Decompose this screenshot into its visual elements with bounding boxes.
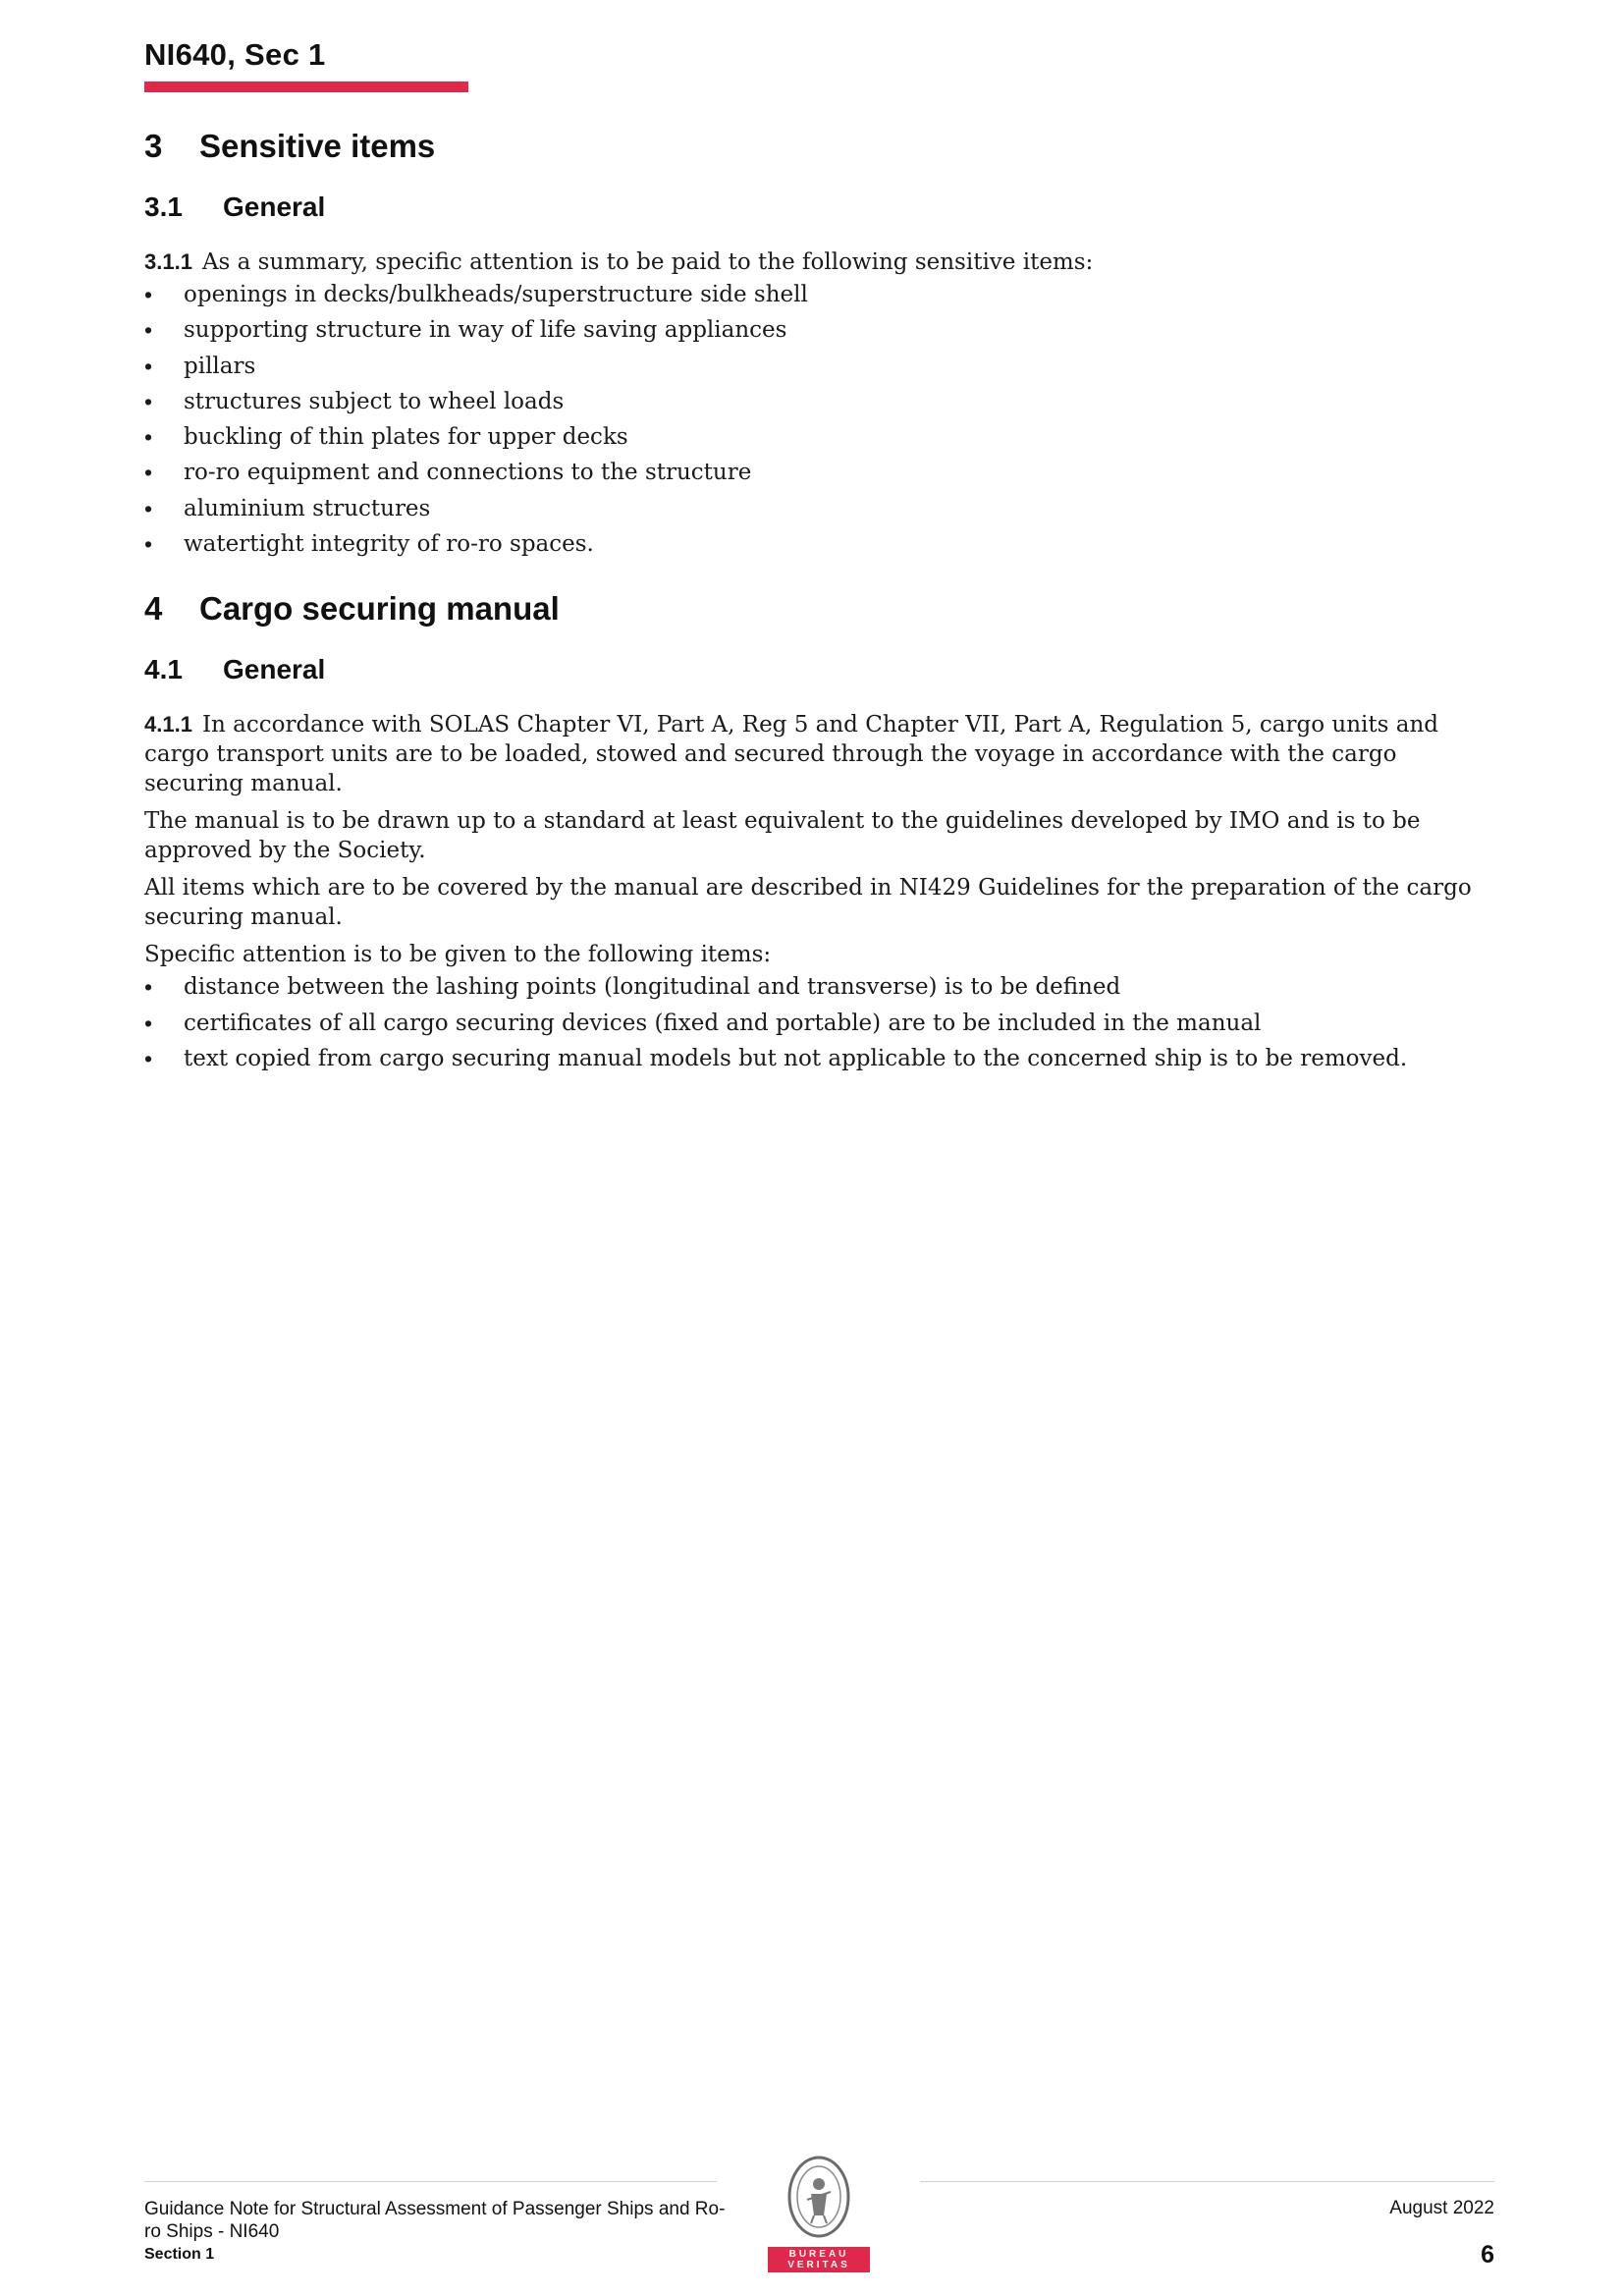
bullet-icon: • — [144, 1045, 153, 1071]
list-item: • buckling of thin plates for upper decks — [144, 419, 1494, 455]
bullet-icon: • — [144, 974, 153, 1001]
footer-document-info — [144, 2198, 733, 2266]
paragraph-3-1-1-number: 3.1.1 — [144, 249, 192, 274]
section-4-number: 4 — [144, 590, 163, 628]
list-item: • ro-ro equipment and connections to the structure — [144, 455, 1494, 490]
header-accent-rule — [144, 82, 468, 92]
subsection-4-1-heading — [144, 654, 1494, 685]
bullet-icon: • — [144, 460, 153, 486]
page-content — [144, 128, 1494, 1076]
footer-doc-title: Guidance Note for Structural Assessment of Passenger Ships and Ro-ro Ships - NI640 — [144, 2199, 726, 2242]
page-number: 6 — [1481, 2241, 1494, 2269]
footer-rule-left — [144, 2181, 717, 2182]
bullet-icon: • — [144, 424, 153, 451]
section-3-heading — [144, 128, 1494, 165]
sensitive-items-list — [144, 277, 1494, 562]
paragraph-3-1-1 — [144, 247, 1494, 277]
paragraph-specific-attention: Specific attention is to be given to the following items: — [144, 942, 772, 968]
footer-date: August 2022 — [1389, 2198, 1494, 2218]
paragraph-manual-standard: The manual is to be drawn up to a standard at least equivalent to the guidelines developed by IMO and is to be approved by the Society. — [144, 808, 1421, 864]
list-item: • watertight integrity of ro-ro spaces. — [144, 526, 1494, 562]
bureau-veritas-logo — [768, 2151, 870, 2278]
subsection-3-1-title: General — [223, 191, 326, 222]
bureau-veritas-seal-icon — [768, 2151, 870, 2245]
list-item: • pillars — [144, 349, 1494, 384]
list-item: • supporting structure in way of life saving appliances — [144, 312, 1494, 348]
footer-section: Section 1 — [144, 2246, 215, 2263]
logo-word-top: BUREAU — [788, 2249, 849, 2260]
bullet-icon: • — [144, 353, 153, 379]
list-item: • aluminium structures — [144, 491, 1494, 526]
subsection-4-1-number: 4.1 — [144, 654, 183, 685]
paragraph-4-1-1 — [144, 710, 1494, 798]
bullet-icon: • — [144, 1010, 153, 1036]
section-3-number: 3 — [144, 128, 163, 164]
bullet-icon: • — [144, 495, 153, 521]
section-4-heading — [144, 590, 1494, 628]
subsection-4-1-title: General — [223, 654, 326, 685]
paragraph-manual-items: All items which are to be covered by the manual are described in NI429 Guidelines for the preparation of the cargo securing manual. — [144, 875, 1472, 931]
section-3-title: Sensitive items — [199, 128, 436, 164]
list-item: • certificates of all cargo securing devices (fixed and portable) are to be included in the manual — [144, 1006, 1494, 1041]
paragraph-4-1-1-number: 4.1.1 — [144, 712, 192, 738]
footer-rule-right — [920, 2181, 1494, 2182]
paragraph-3-1-1-text: As a summary, specific attention is to be paid to the following sensitive items: — [201, 249, 1094, 275]
list-item: • text copied from cargo securing manual models but not applicable to the concerned ship is to be removed. — [144, 1041, 1494, 1076]
logo-wordmark — [768, 2247, 870, 2272]
bullet-icon: • — [144, 388, 153, 414]
list-item: • distance between the lashing points (longitudinal and transverse) is to be defined — [144, 969, 1494, 1005]
running-head: NI640, Sec 1 — [144, 37, 326, 72]
list-item: • structures subject to wheel loads — [144, 384, 1494, 419]
bullet-icon: • — [144, 282, 153, 307]
cargo-manual-items-list — [144, 969, 1494, 1076]
section-4-title: Cargo securing manual — [199, 590, 560, 628]
bullet-icon: • — [144, 317, 153, 344]
list-item: • openings in decks/bulkheads/superstructure side shell — [144, 277, 1494, 312]
paragraph-4-1-1-text: In accordance with SOLAS Chapter VI, Part A, Reg 5 and Chapter VII, Part A, Regulation 5, cargo units and cargo transport units are to be loaded, stowed and secured through the voyage in accordance with the cargo securing manual. — [144, 712, 1438, 797]
subsection-3-1-heading — [144, 191, 1494, 223]
bullet-icon: • — [144, 531, 153, 558]
logo-word-bottom: VERITAS — [787, 2260, 850, 2270]
subsection-3-1-number: 3.1 — [144, 191, 183, 222]
